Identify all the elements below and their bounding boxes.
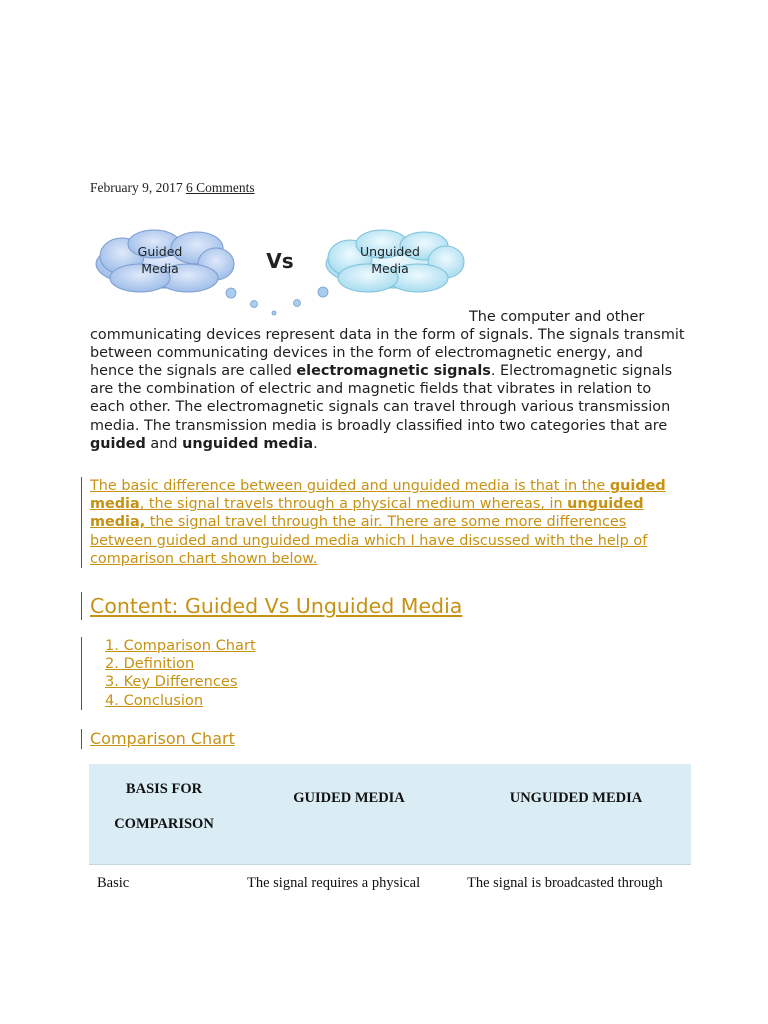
unguided-cloud-text-2: Media bbox=[371, 261, 409, 276]
content-heading[interactable]: Content: Guided Vs Unguided Media bbox=[81, 592, 462, 620]
bold-electromagnetic-signals: electromagnetic signals bbox=[296, 363, 491, 380]
cell-guided: The signal requires a physical bbox=[247, 875, 421, 891]
header-guided-media: GUIDED MEDIA bbox=[293, 790, 405, 806]
bold-unguided-media: unguided media bbox=[182, 435, 314, 452]
comparison-table bbox=[89, 764, 691, 905]
guided-cloud-text-1: Guided bbox=[137, 244, 183, 259]
header-basis: BASIS FOR COMPARISON bbox=[114, 781, 214, 832]
vs-text: Vs bbox=[266, 249, 294, 273]
cell-unguided: The signal is broadcasted through bbox=[467, 875, 663, 891]
toc-item-key-differences[interactable]: 3. Key Differences bbox=[105, 673, 238, 691]
toc-item-conclusion[interactable]: 4. Conclusion bbox=[105, 691, 204, 709]
post-meta bbox=[90, 180, 255, 196]
cell-basis: Basic bbox=[97, 875, 130, 891]
intro-paragraph: The computer and other communicating devices represent data in the form of signals. The signals transmit between communicating devices in the form of electromagnetic energy, and hence the signals are called electromagnetic signals. Electromagnetic signals are the combination of electric and magnetic fields that vibrates in relation to each other. The electromagnetic signals can travel through various transmission media. The transmission media is broadly classified into two categories that are guided and unguided media. bbox=[90, 309, 685, 452]
table-of-contents bbox=[81, 637, 256, 710]
comments-link[interactable]: 6 Comments bbox=[185, 180, 255, 195]
difference-summary-link[interactable]: The basic difference between guided and unguided media is that in the guided media, the signal travels through a physical medium whereas, in unguided media, the signal travel through the air. There are some more differences between guided and unguided media which I have discussed with the help of comparison chart shown below. bbox=[81, 477, 690, 568]
table-row bbox=[89, 865, 691, 905]
comparison-chart-heading[interactable]: Comparison Chart bbox=[81, 729, 235, 749]
guided-cloud-text-2: Media bbox=[141, 261, 179, 276]
unguided-cloud-text-1: Unguided bbox=[360, 244, 420, 259]
toc-item-definition[interactable]: 2. Definition bbox=[105, 655, 195, 673]
table-header bbox=[89, 764, 691, 865]
toc-item-comparison-chart[interactable]: 1. Comparison Chart bbox=[105, 637, 256, 654]
bold-guided: guided bbox=[90, 435, 146, 452]
post-date: February 9, 2017 bbox=[90, 180, 183, 195]
header-unguided-media: UNGUIDED MEDIA bbox=[509, 790, 643, 806]
